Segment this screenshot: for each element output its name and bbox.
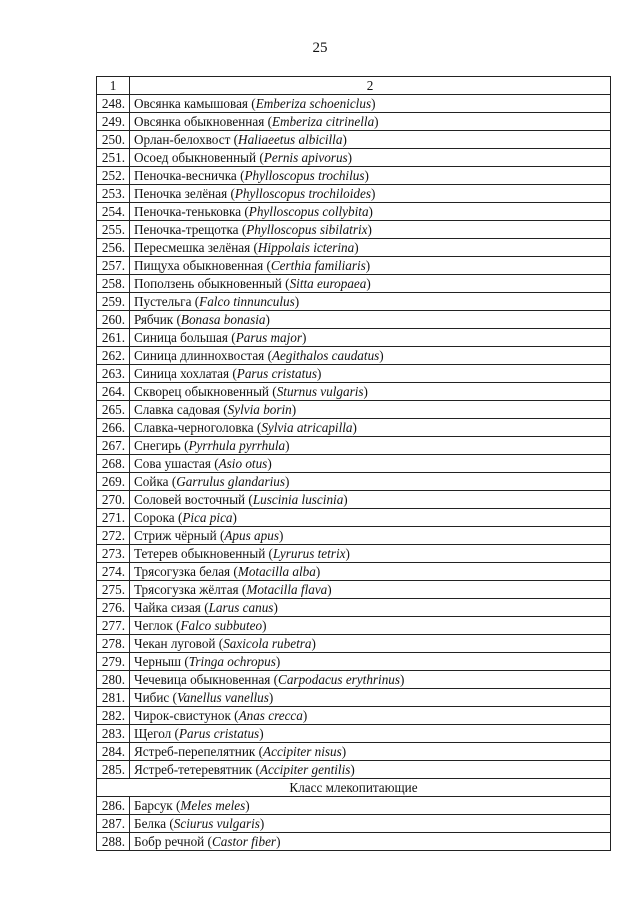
species-common-name: Пустельга: [134, 293, 192, 309]
species-cell: Скворец обыкновенный (Sturnus vulgaris): [130, 383, 611, 401]
row-number: 250.: [97, 131, 130, 149]
row-number: 253.: [97, 185, 130, 203]
species-cell: Ястреб-перепелятник (Accipiter nisus): [130, 743, 611, 761]
species-cell: Трясогузка белая (Motacilla alba): [130, 563, 611, 581]
table-header-row: [97, 77, 611, 95]
species-common-name: Овсянка камышовая: [134, 95, 248, 111]
species-common-name: Поползень обыкновенный: [134, 275, 282, 291]
species-cell: Сорока (Pica pica): [130, 509, 611, 527]
table-row: [97, 365, 611, 383]
species-cell: Овсянка обыкновенная (Emberiza citrinella): [130, 113, 611, 131]
species-common-name: Орлан-белохвост: [134, 131, 231, 147]
species-cell: Снегирь (Pyrrhula pyrrhula): [130, 437, 611, 455]
species-common-name: Синица хохлатая: [134, 365, 230, 381]
row-number: 262.: [97, 347, 130, 365]
species-latin-name: Phylloscopus trochilus: [244, 167, 365, 183]
species-common-name: Тетерев обыкновенный: [134, 545, 266, 561]
row-number: 260.: [97, 311, 130, 329]
species-cell: Овсянка камышовая (Emberiza schoeniclus): [130, 95, 611, 113]
row-number: 259.: [97, 293, 130, 311]
species-common-name: Трясогузка жёлтая: [134, 581, 239, 597]
row-number: 251.: [97, 149, 130, 167]
species-cell: Пеночка зелёная (Phylloscopus trochiloides): [130, 185, 611, 203]
species-common-name: Сова ушастая: [134, 455, 211, 471]
species-cell: Чекан луговой (Saxicola rubetra): [130, 635, 611, 653]
table-row: [97, 329, 611, 347]
species-latin-name: Motacilla alba: [237, 563, 316, 579]
species-common-name: Рябчик: [134, 311, 174, 327]
table-row: [97, 401, 611, 419]
species-latin-name: Phylloscopus sibilatrix: [246, 221, 368, 237]
row-number: 265.: [97, 401, 130, 419]
species-common-name: Сорока: [134, 509, 175, 525]
table-row: [97, 833, 611, 851]
species-cell: Черныш (Tringa ochropus): [130, 653, 611, 671]
species-common-name: Славка-черноголовка: [134, 419, 254, 435]
species-latin-name: Castor fiber: [211, 833, 277, 849]
species-common-name: Синица длиннохвостая: [134, 347, 265, 363]
species-latin-name: Phylloscopus collybita: [248, 203, 369, 219]
species-latin-name: Haliaeetus albicilla: [238, 131, 343, 147]
table-row: [97, 797, 611, 815]
species-latin-name: Motacilla flava: [246, 581, 328, 597]
row-number: 282.: [97, 707, 130, 725]
row-number: 258.: [97, 275, 130, 293]
species-latin-name: Accipiter nisus: [263, 743, 342, 759]
species-common-name: Черныш: [134, 653, 182, 669]
table-row: [97, 239, 611, 257]
table-row: [97, 689, 611, 707]
species-cell: Сойка (Garrulus glandarius): [130, 473, 611, 491]
table-row: [97, 437, 611, 455]
row-number: 273.: [97, 545, 130, 563]
species-latin-name: Luscinia luscinia: [252, 491, 344, 507]
row-number: 248.: [97, 95, 130, 113]
species-latin-name: Aegithalos caudatus: [271, 347, 380, 363]
row-number: 281.: [97, 689, 130, 707]
row-number: 274.: [97, 563, 130, 581]
species-cell: Пищуха обыкновенная (Certhia familiaris): [130, 257, 611, 275]
species-latin-name: Apus apus: [224, 527, 279, 543]
species-latin-name: Sylvia borin: [227, 401, 292, 417]
species-common-name: Бобр речной: [134, 833, 205, 849]
species-table: [96, 76, 611, 851]
table-row: [97, 383, 611, 401]
table-row: [97, 635, 611, 653]
row-number: 275.: [97, 581, 130, 599]
species-common-name: Пеночка-трещотка: [134, 221, 239, 237]
section-title: Класс млекопитающие: [97, 779, 611, 797]
table-row: [97, 725, 611, 743]
row-number: 263.: [97, 365, 130, 383]
table-row: [97, 113, 611, 131]
row-number: 269.: [97, 473, 130, 491]
species-cell: Орлан-белохвост (Haliaeetus albicilla): [130, 131, 611, 149]
species-cell: Трясогузка жёлтая (Motacilla flava): [130, 581, 611, 599]
species-cell: Славка-черноголовка (Sylvia atricapilla): [130, 419, 611, 437]
species-latin-name: Larus canus: [208, 599, 274, 615]
species-common-name: Чечевица обыкновенная: [134, 671, 271, 687]
table-row: [97, 743, 611, 761]
species-common-name: Сойка: [134, 473, 169, 489]
row-number: 252.: [97, 167, 130, 185]
species-latin-name: Pica pica: [182, 509, 233, 525]
row-number: 255.: [97, 221, 130, 239]
species-latin-name: Phylloscopus trochiloides: [234, 185, 371, 201]
row-number: 254.: [97, 203, 130, 221]
species-latin-name: Sitta europaea: [289, 275, 367, 291]
species-cell: Синица большая (Parus major): [130, 329, 611, 347]
table-row: [97, 293, 611, 311]
table-row: [97, 581, 611, 599]
species-latin-name: Parus major: [235, 329, 302, 345]
table-row: [97, 599, 611, 617]
row-number: 278.: [97, 635, 130, 653]
species-common-name: Славка садовая: [134, 401, 220, 417]
species-latin-name: Parus cristatus: [236, 365, 317, 381]
species-latin-name: Pernis apivorus: [263, 149, 348, 165]
species-common-name: Овсянка обыкновенная: [134, 113, 265, 129]
table-row: [97, 203, 611, 221]
table-row: [97, 671, 611, 689]
row-number: 264.: [97, 383, 130, 401]
species-latin-name: Tringa ochropus: [188, 653, 276, 669]
species-cell: Поползень обыкновенный (Sitta europaea): [130, 275, 611, 293]
species-common-name: Пеночка-весничка: [134, 167, 237, 183]
species-common-name: Стриж чёрный: [134, 527, 217, 543]
row-number: 272.: [97, 527, 130, 545]
table-row: [97, 545, 611, 563]
species-latin-name: Certhia familiaris: [270, 257, 366, 273]
row-number: 257.: [97, 257, 130, 275]
species-common-name: Барсук: [134, 797, 173, 813]
species-common-name: Чайка сизая: [134, 599, 201, 615]
column-header-number: 1: [97, 77, 130, 95]
row-number: 277.: [97, 617, 130, 635]
species-cell: Ястреб-тетеревятник (Accipiter gentilis): [130, 761, 611, 779]
row-number: 284.: [97, 743, 130, 761]
row-number: 280.: [97, 671, 130, 689]
species-latin-name: Parus cristatus: [178, 725, 260, 741]
species-common-name: Снегирь: [134, 437, 181, 453]
species-cell: Пеночка-трещотка (Phylloscopus sibilatrix): [130, 221, 611, 239]
species-latin-name: Saxicola rubetra: [223, 635, 312, 651]
table-row: [97, 149, 611, 167]
species-common-name: Чекан луговой: [134, 635, 216, 651]
table-row: [97, 275, 611, 293]
species-common-name: Белка: [134, 815, 167, 831]
species-cell: Пустельга (Falco tinnunculus): [130, 293, 611, 311]
species-cell: Соловей восточный (Luscinia luscinia): [130, 491, 611, 509]
row-number: 286.: [97, 797, 130, 815]
species-cell: Сова ушастая (Asio otus): [130, 455, 611, 473]
species-cell: Синица хохлатая (Parus cristatus): [130, 365, 611, 383]
species-latin-name: Garrulus glandarius: [176, 473, 286, 489]
table-row: [97, 257, 611, 275]
species-latin-name: Carpodacus erythrinus: [278, 671, 401, 687]
species-latin-name: Lyrurus tetrix: [272, 545, 346, 561]
table-row: [97, 617, 611, 635]
species-latin-name: Bonasa bonasia: [180, 311, 266, 327]
species-latin-name: Falco subbuteo: [180, 617, 263, 633]
species-common-name: Щегол: [134, 725, 172, 741]
species-latin-name: Meles meles: [180, 797, 246, 813]
species-common-name: Осоед обыкновенный: [134, 149, 257, 165]
row-number: 249.: [97, 113, 130, 131]
table-row: [97, 131, 611, 149]
species-common-name: Чибис: [134, 689, 170, 705]
species-latin-name: Emberiza schoeniclus: [255, 95, 372, 111]
species-cell: Бобр речной (Castor fiber): [130, 833, 611, 851]
species-cell: Пеночка-весничка (Phylloscopus trochilus): [130, 167, 611, 185]
table-row: [97, 419, 611, 437]
table-row: [97, 707, 611, 725]
table-row: [97, 167, 611, 185]
table-row: [97, 815, 611, 833]
species-cell: Синица длиннохвостая (Aegithalos caudatus): [130, 347, 611, 365]
species-cell: Щегол (Parus cristatus): [130, 725, 611, 743]
species-latin-name: Anas crecca: [238, 707, 303, 723]
species-latin-name: Emberiza citrinella: [271, 113, 375, 129]
row-number: 256.: [97, 239, 130, 257]
species-cell: Осоед обыкновенный (Pernis apivorus): [130, 149, 611, 167]
table-row: [97, 761, 611, 779]
table-row: [97, 347, 611, 365]
species-common-name: Трясогузка белая: [134, 563, 231, 579]
row-number: 261.: [97, 329, 130, 347]
species-latin-name: Sciurus vulgaris: [173, 815, 260, 831]
species-cell: Чирок-свистунок (Anas crecca): [130, 707, 611, 725]
species-common-name: Пеночка зелёная: [134, 185, 228, 201]
species-common-name: Пищуха обыкновенная: [134, 257, 264, 273]
species-latin-name: Asio otus: [218, 455, 268, 471]
species-common-name: Синица большая: [134, 329, 228, 345]
species-latin-name: Hippolais icterina: [257, 239, 355, 255]
row-number: 271.: [97, 509, 130, 527]
species-cell: Чибис (Vanellus vanellus): [130, 689, 611, 707]
section-header-row: [97, 779, 611, 797]
row-number: 279.: [97, 653, 130, 671]
species-latin-name: Pyrrhula pyrrhula: [188, 437, 286, 453]
species-cell: Белка (Sciurus vulgaris): [130, 815, 611, 833]
table-row: [97, 95, 611, 113]
species-latin-name: Sturnus vulgaris: [276, 383, 364, 399]
row-number: 283.: [97, 725, 130, 743]
species-latin-name: Falco tinnunculus: [199, 293, 295, 309]
species-common-name: Чирок-свистунок: [134, 707, 231, 723]
species-cell: Пересмешка зелёная (Hippolais icterina): [130, 239, 611, 257]
column-header-species: 2: [130, 77, 611, 95]
species-latin-name: Sylvia atricapilla: [261, 419, 353, 435]
table-row: [97, 491, 611, 509]
table-row: [97, 473, 611, 491]
species-cell: Тетерев обыкновенный (Lyrurus tetrix): [130, 545, 611, 563]
species-cell: Чечевица обыкновенная (Carpodacus erythrinus): [130, 671, 611, 689]
page-number: 25: [312, 40, 328, 56]
table-row: [97, 185, 611, 203]
species-cell: Чайка сизая (Larus canus): [130, 599, 611, 617]
table-row: [97, 455, 611, 473]
species-latin-name: Vanellus vanellus: [176, 689, 269, 705]
species-table-body: [97, 77, 611, 851]
species-common-name: Соловей восточный: [134, 491, 246, 507]
species-cell: Славка садовая (Sylvia borin): [130, 401, 611, 419]
species-cell: Рябчик (Bonasa bonasia): [130, 311, 611, 329]
row-number: 288.: [97, 833, 130, 851]
species-cell: Пеночка-теньковка (Phylloscopus collybita): [130, 203, 611, 221]
row-number: 267.: [97, 437, 130, 455]
row-number: 270.: [97, 491, 130, 509]
row-number: 287.: [97, 815, 130, 833]
species-latin-name: Accipiter gentilis: [259, 761, 351, 777]
row-number: 276.: [97, 599, 130, 617]
table-row: [97, 509, 611, 527]
table-row: [97, 527, 611, 545]
species-common-name: Ястреб-перепелятник: [134, 743, 256, 759]
table-row: [97, 653, 611, 671]
species-common-name: Ястреб-тетеревятник: [134, 761, 253, 777]
species-cell: Барсук (Meles meles): [130, 797, 611, 815]
species-common-name: Скворец обыкновенный: [134, 383, 269, 399]
table-row: [97, 563, 611, 581]
table-row: [97, 311, 611, 329]
species-cell: Стриж чёрный (Apus apus): [130, 527, 611, 545]
row-number: 268.: [97, 455, 130, 473]
row-number: 266.: [97, 419, 130, 437]
species-cell: Чеглок (Falco subbuteo): [130, 617, 611, 635]
species-common-name: Чеглок: [134, 617, 173, 633]
row-number: 285.: [97, 761, 130, 779]
table-row: [97, 221, 611, 239]
species-common-name: Пеночка-теньковка: [134, 203, 242, 219]
species-common-name: Пересмешка зелёная: [134, 239, 251, 255]
